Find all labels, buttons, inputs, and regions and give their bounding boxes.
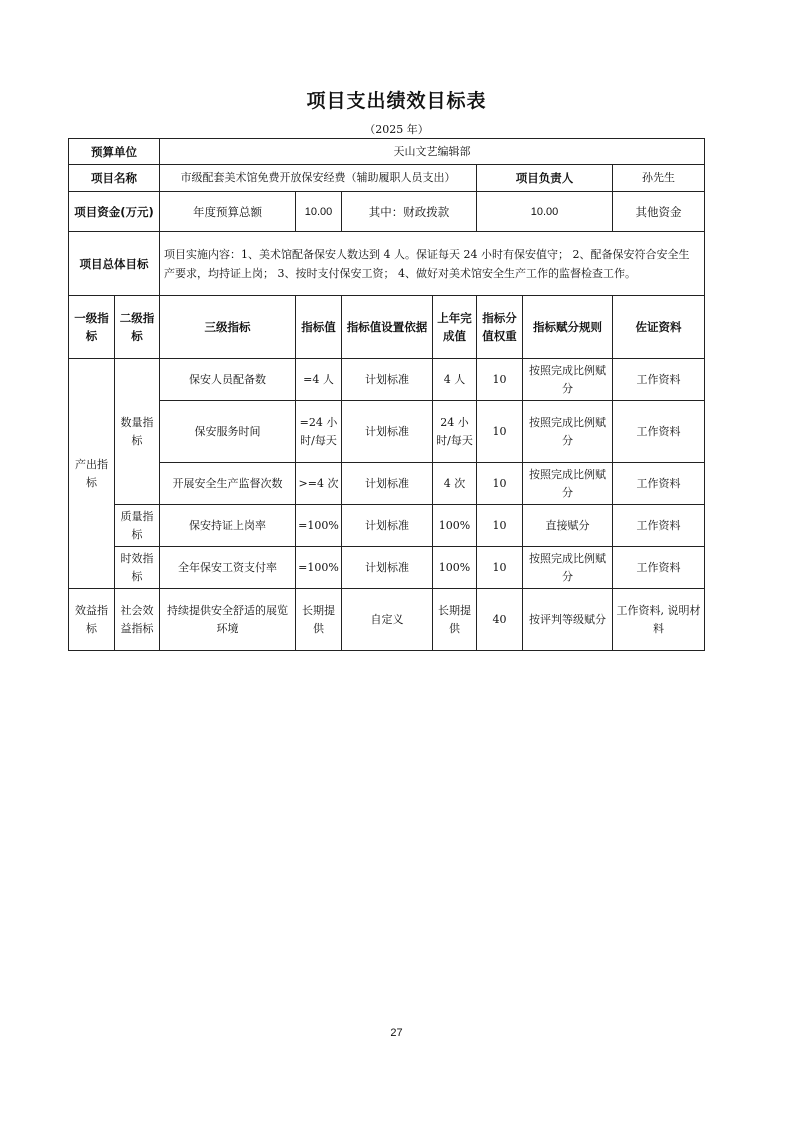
weight-cell: 10 [477, 547, 523, 589]
performance-table [68, 138, 705, 651]
annual-budget-label: 年度预算总额 [160, 192, 296, 232]
level1-benefit: 效益指标 [69, 589, 115, 651]
project-name-label: 项目名称 [69, 165, 160, 192]
weight-cell: 10 [477, 463, 523, 505]
fiscal-label: 其中：财政拨款 [342, 192, 477, 232]
rule-cell: 按照完成比例赋分 [523, 401, 613, 463]
level3-cell: 保安人员配备数 [160, 359, 296, 401]
header-last-year: 上年完成值 [433, 296, 477, 359]
header-evidence: 佐证资料 [613, 296, 705, 359]
value-cell: =24 小时/每天 [296, 401, 342, 463]
level2-quantity: 数量指标 [115, 359, 160, 505]
value-cell: 长期提供 [296, 589, 342, 651]
weight-cell: 40 [477, 589, 523, 651]
header-row [69, 296, 705, 359]
header-weight: 指标分值权重 [477, 296, 523, 359]
level2-quality: 质量指标 [115, 505, 160, 547]
weight-cell: 10 [477, 359, 523, 401]
rule-cell: 按评判等级赋分 [523, 589, 613, 651]
goal-row [69, 232, 705, 296]
value-cell: =100% [296, 505, 342, 547]
weight-cell: 10 [477, 505, 523, 547]
header-level2: 二级指标 [115, 296, 160, 359]
level3-cell: 保安持证上岗率 [160, 505, 296, 547]
value-cell: >=4 次 [296, 463, 342, 505]
level2-timeliness: 时效指标 [115, 547, 160, 589]
evidence-cell: 工作资料, 说明材料 [613, 589, 705, 651]
last-year-cell: 长期提供 [433, 589, 477, 651]
last-year-cell: 100% [433, 505, 477, 547]
basis-cell: 计划标准 [342, 463, 433, 505]
basis-cell: 计划标准 [342, 401, 433, 463]
header-level3: 三级指标 [160, 296, 296, 359]
header-value: 指标值 [296, 296, 342, 359]
funds-row [69, 192, 705, 232]
evidence-cell: 工作资料 [613, 463, 705, 505]
level2-social: 社会效益指标 [115, 589, 160, 651]
evidence-cell: 工作资料 [613, 547, 705, 589]
evidence-cell: 工作资料 [613, 401, 705, 463]
level3-cell: 全年保安工资支付率 [160, 547, 296, 589]
annual-budget-value: 10.00 [296, 192, 342, 232]
year-label: （2025 年） [364, 123, 429, 136]
level3-cell: 持续提供安全舒适的展览环境 [160, 589, 296, 651]
table-row [69, 547, 705, 589]
rule-cell: 直接赋分 [523, 505, 613, 547]
project-leader-label: 项目负责人 [477, 165, 613, 192]
page-title: 项目支出绩效目标表 [306, 90, 487, 112]
fiscal-value: 10.00 [477, 192, 613, 232]
level1-output: 产出指标 [69, 359, 115, 589]
last-year-cell: 4 人 [433, 359, 477, 401]
last-year-cell: 24 小时/每天 [433, 401, 477, 463]
rule-cell: 按照完成比例赋分 [523, 463, 613, 505]
header-basis: 指标值设置依据 [342, 296, 433, 359]
table-row [69, 401, 705, 463]
table-row [69, 359, 705, 401]
goal-text: 项目实施内容：1、美术馆配备保安人数达到 4 人。保证每天 24 小时有保安值守； 2、配备保安符合安全生产要求，均持证上岗； 3、按时支付保安工资； 4、做好对美术馆安全生产工作的监督检查工作。 [160, 232, 705, 296]
budget-unit-label: 预算单位 [69, 139, 160, 165]
level3-cell: 保安服务时间 [160, 401, 296, 463]
table-row [69, 463, 705, 505]
project-leader-value: 孙先生 [613, 165, 705, 192]
value-cell: =100% [296, 547, 342, 589]
budget-unit-row [69, 139, 705, 165]
basis-cell: 计划标准 [342, 505, 433, 547]
evidence-cell: 工作资料 [613, 505, 705, 547]
value-cell: =4 人 [296, 359, 342, 401]
basis-cell: 自定义 [342, 589, 433, 651]
basis-cell: 计划标准 [342, 359, 433, 401]
table-row [69, 589, 705, 651]
header-level1: 一级指标 [69, 296, 115, 359]
page-number: 27 [390, 1027, 403, 1039]
header-rule: 指标赋分规则 [523, 296, 613, 359]
level3-cell: 开展安全生产监督次数 [160, 463, 296, 505]
project-name-value: 市级配套美术馆免费开放保安经费（辅助履职人员支出） [160, 165, 477, 192]
funds-label: 项目资金(万元) [69, 192, 160, 232]
evidence-cell: 工作资料 [613, 359, 705, 401]
other-funds-label: 其他资金 [613, 192, 705, 232]
table-row [69, 505, 705, 547]
basis-cell: 计划标准 [342, 547, 433, 589]
goal-label: 项目总体目标 [69, 232, 160, 296]
last-year-cell: 4 次 [433, 463, 477, 505]
budget-unit-value: 天山文艺编辑部 [160, 139, 705, 165]
project-name-row [69, 165, 705, 192]
last-year-cell: 100% [433, 547, 477, 589]
rule-cell: 按照完成比例赋分 [523, 359, 613, 401]
rule-cell: 按照完成比例赋分 [523, 547, 613, 589]
weight-cell: 10 [477, 401, 523, 463]
